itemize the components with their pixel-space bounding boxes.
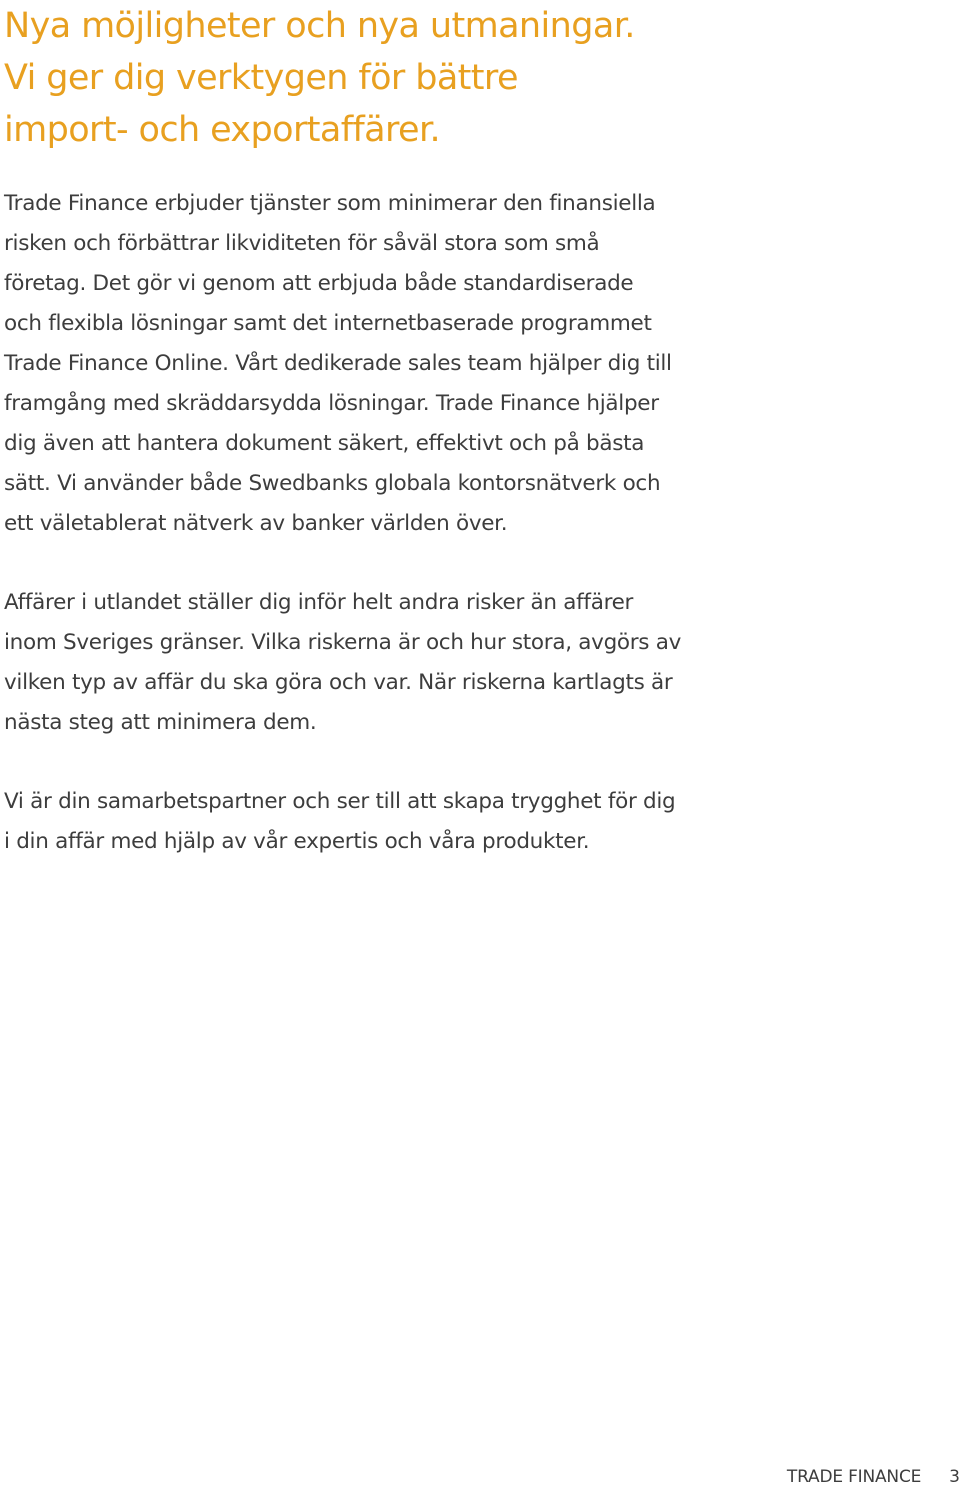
paragraph-line: Vi är din samarbetspartner och ser till att skapa trygghet för dig — [4, 789, 676, 814]
paragraph-line: dig även att hantera dokument säkert, effektivt och på bästa — [4, 431, 645, 456]
heading-line: Nya möjligheter och nya utmaningar. — [4, 6, 635, 46]
risk-paragraph — [4, 583, 681, 743]
footer-label: TRADE FINANCE — [786, 1467, 922, 1487]
partner-paragraph — [4, 782, 675, 862]
heading-line: Vi ger dig verktygen för bättre — [4, 58, 518, 98]
paragraph-line: i din affär med hjälp av vår expertis och våra produkter. — [4, 829, 590, 854]
paragraph-line: Trade Finance erbjuder tjänster som minimerar den finansiella — [4, 191, 656, 216]
page-number: 3 — [949, 1467, 960, 1487]
paragraph-line: Trade Finance Online. Vårt dedikerade sales team hjälper dig till — [4, 351, 672, 376]
intro-paragraph — [4, 184, 672, 544]
paragraph-line: ett väletablerat nätverk av banker världen över. — [4, 511, 508, 536]
paragraph-line: risken och förbättrar likviditeten för såväl stora som små — [4, 231, 600, 256]
paragraph-line: vilken typ av affär du ska göra och var. När riskerna kartlagts är — [4, 670, 673, 695]
paragraph-line: sätt. Vi använder både Swedbanks globala kontorsnätverk och — [4, 471, 661, 496]
paragraph-line: nästa steg att minimera dem. — [4, 710, 317, 735]
page-heading — [4, 0, 635, 156]
heading-line: import- och exportaffärer. — [4, 110, 441, 150]
paragraph-line: företag. Det gör vi genom att erbjuda både standardiserade — [4, 271, 634, 296]
paragraph-line: Affärer i utlandet ställer dig inför helt andra risker än affärer — [4, 590, 634, 615]
paragraph-line: inom Sveriges gränser. Vilka riskerna är och hur stora, avgörs av — [4, 630, 682, 655]
paragraph-line: och flexibla lösningar samt det internetbaserade programmet — [4, 311, 652, 336]
page-footer — [787, 1466, 960, 1488]
paragraph-line: framgång med skräddarsydda lösningar. Trade Finance hjälper — [4, 391, 659, 416]
